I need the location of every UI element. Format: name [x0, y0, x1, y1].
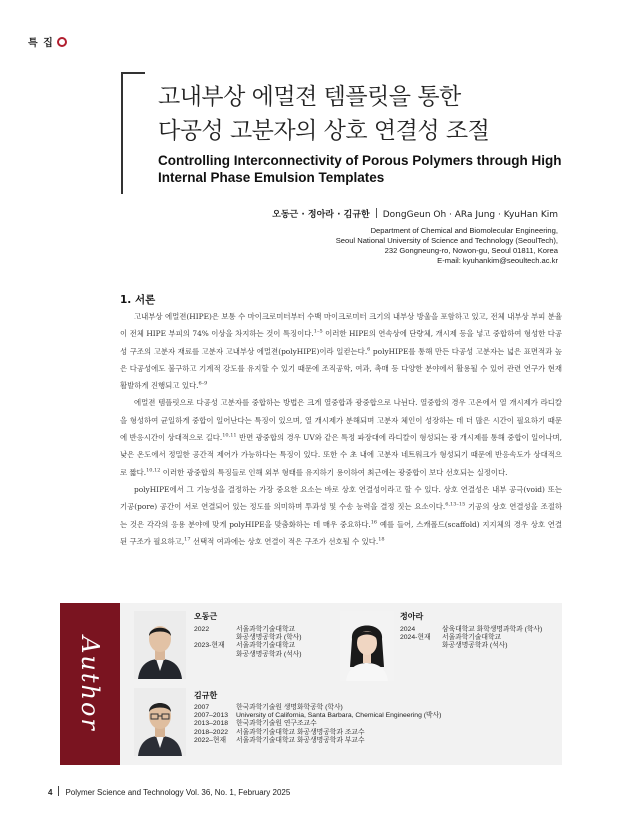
author-name-kim: 김규한 — [194, 691, 218, 700]
page-number: 4 — [48, 788, 53, 797]
korean-title-line-2: 다공성 고분자의 상호 연결성 조절 — [158, 118, 490, 144]
affiliation-email: E-mail: kyuhankim@seoultech.ac.kr — [437, 256, 558, 265]
person-portrait-icon — [340, 611, 394, 681]
author-label: Author — [76, 636, 104, 732]
footer-separator — [58, 786, 59, 796]
affiliation — [336, 226, 558, 266]
author-bio-kim — [194, 704, 441, 745]
bio-row: 2022–현재 서울과학기술대학교 화공생명공학과 부교수 — [194, 736, 365, 744]
bio-row: 2007–2013 University of California, Santa Barbara, Chemical Engineering (박사) — [194, 712, 442, 720]
affiliation-line: Seoul National University of Science and Technology (SeoulTech), — [335, 236, 558, 245]
section-tag-dot-icon — [57, 37, 67, 47]
affiliation-line: Department of Chemical and Biomolecular Engineering, — [370, 226, 558, 235]
author-bio-oh — [194, 626, 302, 659]
section-tag: 특 집 — [28, 34, 67, 49]
title-bracket-decoration — [121, 72, 145, 194]
bio-row: 2024 삼육대학교 화학생명과학과 (학사) — [400, 626, 543, 633]
paragraph-3: polyHIPE에서 그 기능성을 결정하는 가장 중요한 요소는 바로 상호 연결성이라고 할 수 있다. 상호 연결성은 내부 공극(void) 또는 기공(pore) 공간이 서로 연결되어 있는 정도를 의미하며 투과성 및 수송 능력을 결정 짓는 요소이다.$^{6,13-15}$ 기공의 상호 연결성을 조절하는 것은 각각의 응용 분야에 맞게 polyHIPE을 맞춤화하는 데 매우 중요하다.$^{16}$ 예를 들어, 스캐폴드(scaffold) 지지체의 경우 상호 연결된 구조가 필요하고,$^{17}$ 선택적 여과에는 상호 연결이 적은 구조가 선호될 수 있다.$^{18}$ — [120, 484, 563, 546]
english-title: Controlling Interconnectivity of Porous Polymers through High Internal Phase Emulsion Templates — [158, 153, 562, 185]
affiliation-line: 232 Gongneung-ro, Nowon-gu, Seoul 01811, Korea — [384, 246, 558, 255]
section-heading: 1. 서론 — [120, 294, 156, 306]
author-photo-kim — [134, 688, 186, 756]
paragraph-1: 고내부상 에멀젼(HIPE)은 보통 수 마이크로미터부터 수백 마이크로미터 크기의 내부상 방울을 포함하고 있고, 전체 내부상 부피 분율이 전체 HIPE 부피의 74% 이상을 차지하는 것이 특징이다.$^{1-5}$ 이러한 HIPE의 연속상에 단량체, 개시제 등을 넣고 중합하여 형성한 다공성 구조의 고분자 재료를 고분자 고내부상 에멀젼(polyHIPE)이라 일컫는다.$^6$ polyHIPE를 통해 만든 다공성 고분자는 넓은 표면적과 높은 다공성에도 불구하고 기계적 강도를 유지할 수 있기 때문에 조직공학, 여과, 촉매 등 다양한 분야에서 활용될 수 있어 관련 연구가 현재 활발하게 진행되고 있다.$^{6-9}$ — [120, 312, 562, 391]
authors-korean: 오동근 · 정아라 · 김규한 — [272, 210, 370, 220]
author-photo-oh — [134, 611, 186, 679]
page-footer — [48, 786, 290, 797]
bio-row: 2013–2018 한국과학기술원 연구조교수 — [194, 720, 317, 728]
author-separator — [376, 208, 377, 218]
person-portrait-icon — [134, 688, 186, 756]
author-name-jung: 정아라 — [400, 612, 424, 621]
bio-row: 2018–2022 서울과학기술대학교 화공생명공학과 조교수 — [194, 728, 365, 736]
authors-english: DongGeun Oh · ARa Jung · KyuHan Kim — [382, 210, 558, 220]
journal-citation: Polymer Science and Technology Vol. 36, No. 1, February 2025 — [65, 788, 291, 797]
person-portrait-icon — [134, 611, 186, 679]
bio-row: 2022 서울과학기술대학교 화공생명공학과 (학사) — [194, 626, 302, 642]
author-bio-jung — [400, 626, 542, 651]
author-line — [272, 207, 558, 220]
korean-title-line-1: 고내부상 에멀젼 템플릿을 통한 — [158, 84, 461, 110]
author-name-oh: 오동근 — [194, 612, 218, 621]
bio-row: 2023-현재 서울과학기술대학교 화공생명공학과 (석사) — [194, 642, 302, 658]
bio-row: 2024-현재 서울과학기술대학교 화공생명공학과 (석사) — [400, 634, 508, 650]
paragraph-2: 에멀젼 템플릿으로 다공성 고분자를 중합하는 방법은 크게 열중합과 광중합으로 나뉜다. 열중합의 경우 고온에서 열 개시제가 라디칼을 형성하여 균일하게 중합이 일어난다는 특징이 있으며, 열 개시제가 분해되며 고분자 체인이 성장하는 데 더 많은 시간이 필요하기 때문에 반응시간이 상대적으로 길다.$^{10,11}$ 반면 광중합의 경우 UV와 같은 특정 파장대에 라디칼이 형성되는 광 개시제를 통해 중합이 일어나며, 낮은 온도에서 정밀한 공간적 제어가 가능하다는 특징이 있다. 또한 수 초 내에 고분자 네트워크가 형성되기 때문에 반응속도가 상대적으로 짧다.$^{10,12}$ 이러한 광중합의 특징들로 인해 외부 형태를 유지하기 용이하여 최근에는 광중합이 보다 선호되는 실정이다. — [120, 398, 562, 477]
article-body — [120, 308, 562, 550]
korean-title — [158, 80, 588, 148]
author-photo-jung — [340, 611, 394, 681]
bio-row: 2007 한국과학기술원 생명화학공학 (학사) — [194, 704, 343, 711]
